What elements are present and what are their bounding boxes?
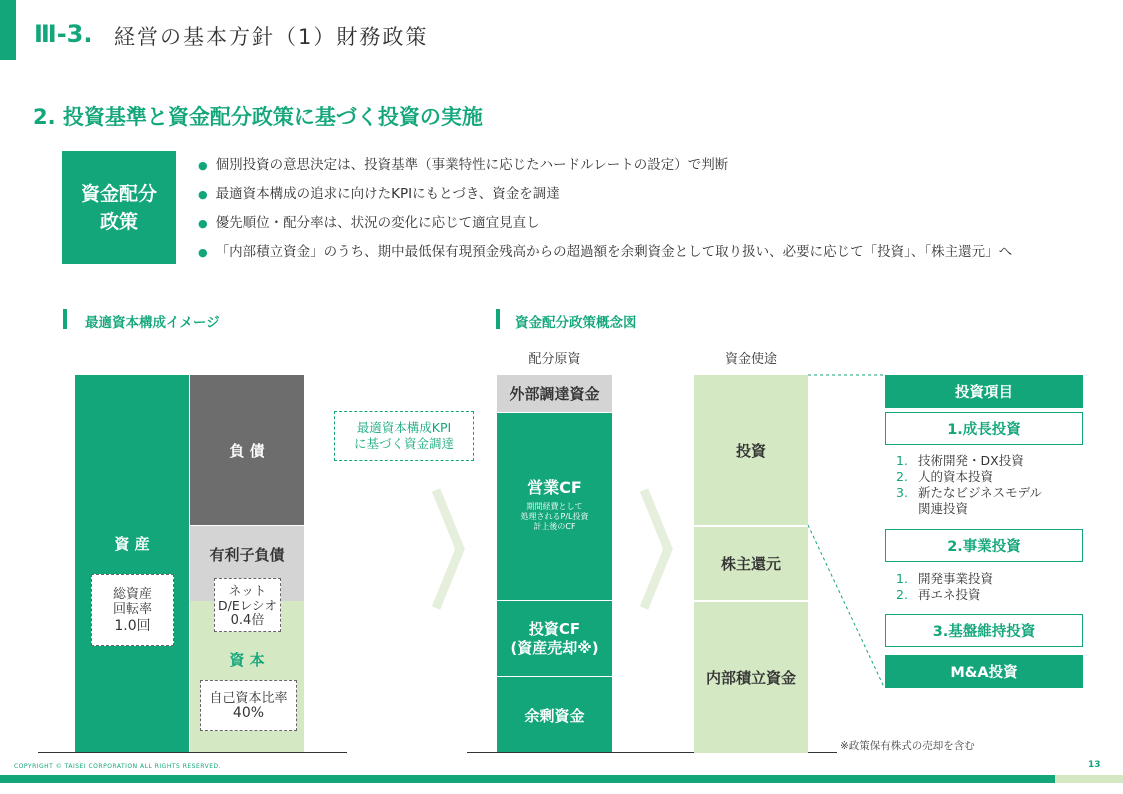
external-funding-block: 外部調達資金 — [497, 375, 612, 412]
bullet-dot-icon: ● — [198, 159, 208, 172]
footer-bar — [0, 775, 1055, 783]
interest-debt-label: 有利子負債 — [209, 546, 285, 564]
list-item: 1. 開発事業投資 — [896, 571, 994, 586]
surplus-funds-block: 余剰資金 — [497, 677, 612, 753]
sources-header: 配分原資 — [528, 352, 581, 367]
policy-label-box — [62, 151, 176, 264]
right-diagram-heading: 資金配分政策概念図 — [515, 315, 637, 331]
ma-investment-box: M&A投資 — [885, 655, 1083, 688]
page-title: 経営の基本方針（1）財務政策 — [114, 25, 429, 49]
chevron-right-icon — [640, 486, 676, 612]
maintenance-investment-box: 3.基盤維持投資 — [885, 614, 1083, 647]
net-de-ratio-box: ネット D/Eレシオ 0.4倍 — [214, 578, 281, 632]
right-heading-bar — [496, 309, 500, 329]
asset-turnover-box: 総資産 回転率 1.0回 — [91, 574, 174, 646]
liabilities-block — [190, 375, 304, 525]
growth-investment-box: 1.成長投資 — [885, 412, 1083, 445]
footer-bar-accent — [1055, 775, 1123, 783]
use-internal-reserve-block: 内部積立資金 — [694, 602, 808, 753]
page-number: 13 — [1088, 760, 1101, 770]
use-investment-block: 投資 — [694, 375, 808, 525]
equity-label: 資 本 — [229, 651, 265, 669]
policy-bullet: ● 「内部積立資金」のうち、期中最低保有現預金残高からの超過額を余剰資金として取り扱い、必要に応じて「投資」、「株主還元」へ — [198, 244, 1013, 260]
operating-cf-label: 営業CF — [527, 478, 582, 497]
copyright: COPYRIGHT © TAISEI CORPORATION ALL RIGHTS RESERVED. — [14, 763, 222, 770]
list-item: 関連投資 — [918, 501, 969, 516]
list-item: 2. 人的資本投資 — [896, 469, 994, 484]
operating-cf-block — [497, 413, 612, 600]
footnote: ※政策保有株式の売却を含む — [840, 740, 975, 752]
policy-bullet: ● 最適資本構成の追求に向けたKPIにもとづき、資金を調達 — [198, 186, 560, 202]
policy-label-line2: 政策 — [99, 210, 138, 233]
connector-lines — [806, 372, 888, 690]
assets-block — [75, 375, 189, 753]
left-diagram-heading: 最適資本構成イメージ — [85, 315, 220, 331]
policy-bullet: ● 優先順位・配分率は、状況の変化に応じて適宜見直し — [198, 215, 540, 231]
operating-cf-note: 期間経費として 処理されるP/L投資 計上後のCF — [520, 502, 589, 531]
uses-header: 資金使途 — [724, 352, 777, 367]
header-accent-bar — [0, 0, 16, 60]
equity-ratio-box: 自己資本比率 40% — [200, 680, 297, 731]
bullet-dot-icon: ● — [198, 188, 208, 201]
policy-label-line1: 資金配分 — [80, 182, 157, 205]
assets-label: 資 産 — [114, 535, 150, 553]
bullet-dot-icon: ● — [198, 217, 208, 230]
left-baseline — [38, 752, 347, 753]
list-item: 2. 再エネ投資 — [896, 587, 981, 602]
growth-investment-list — [896, 453, 1042, 517]
policy-bullet: ● 個別投資の意思決定は、投資基準（事業特性に応じたハードルレートの設定）で判断 — [198, 157, 729, 173]
bullet-dot-icon: ● — [198, 246, 208, 259]
business-investment-list — [896, 571, 993, 603]
investment-items-header: 投資項目 — [885, 375, 1083, 408]
chevron-right-icon — [432, 486, 468, 612]
left-heading-bar — [63, 309, 67, 329]
kpi-funding-note: 最適資本構成KPI に基づく資金調達 — [334, 411, 474, 461]
business-investment-box: 2.事業投資 — [885, 529, 1083, 562]
section-number: Ⅲ-3. — [34, 20, 93, 48]
investing-cf-block: 投資CF (資産売却※) — [497, 601, 612, 676]
liabilities-label: 負 債 — [229, 441, 265, 460]
policy-bullet-list — [198, 151, 1012, 267]
list-item: 1. 技術開発・DX投資 — [896, 453, 1024, 468]
use-shareholder-block: 株主還元 — [694, 527, 808, 600]
section-subtitle: 2. 投資基準と資金配分政策に基づく投資の実施 — [33, 105, 483, 129]
list-item: 3. 新たなビジネスモデル — [896, 485, 1043, 500]
